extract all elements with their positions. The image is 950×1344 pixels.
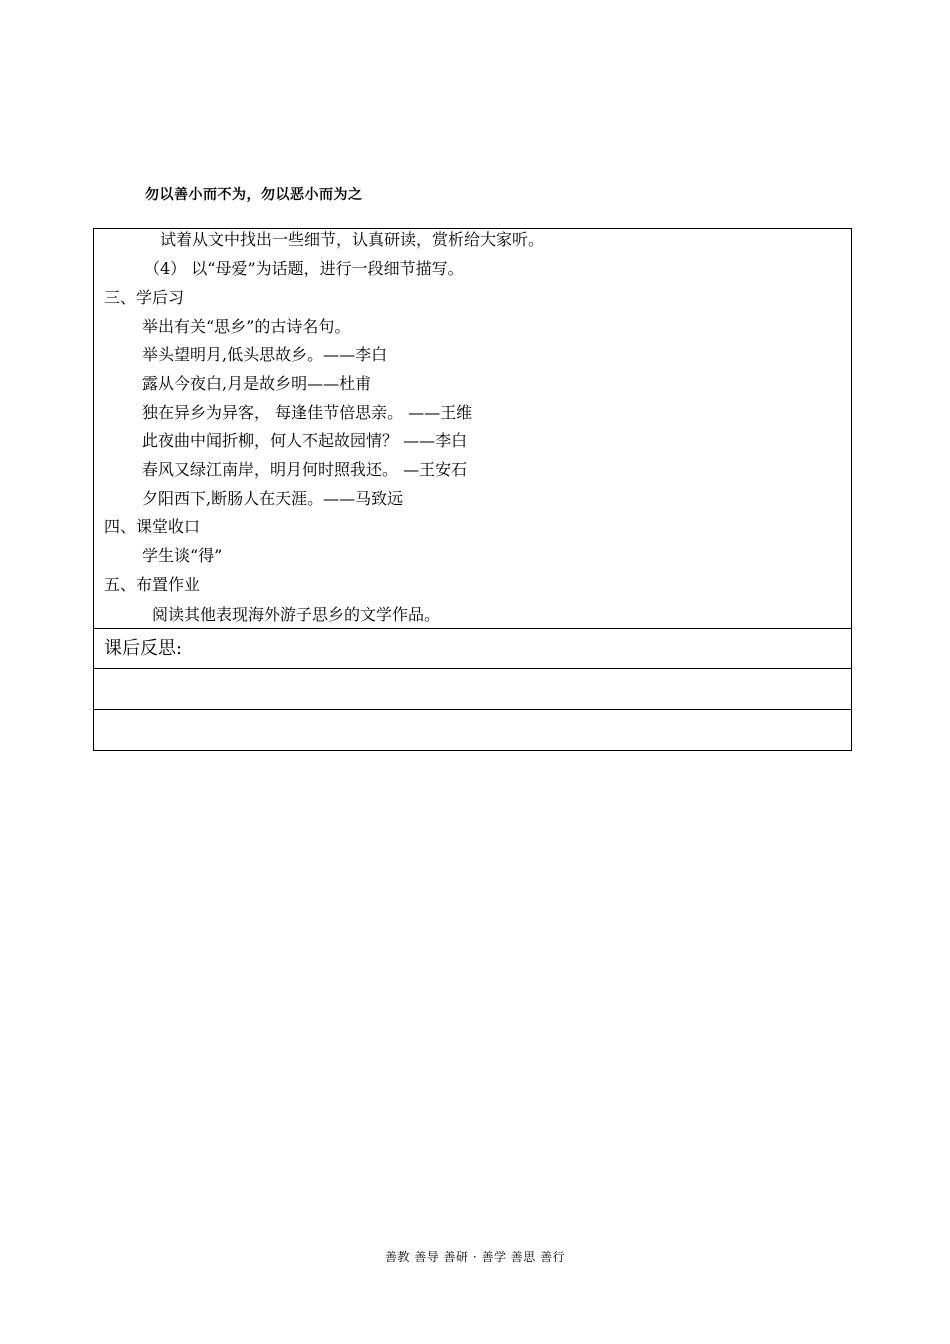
lesson-table [93, 228, 852, 751]
content-line-2: （4） 以“母爱”为话题，进行一段细节描写。 [144, 259, 464, 278]
section-heading-4: 四、课堂收口 [104, 517, 201, 536]
content-line-12: 学生谈“得” [142, 546, 223, 565]
blank-row-1 [94, 669, 851, 710]
lesson-content-cell [94, 229, 851, 629]
header-motto: 勿以善小而不为，勿以恶小而为之 [145, 187, 363, 203]
poem-line-5: 春风又绿江南岸，明月何时照我还。 —王安石 [142, 460, 468, 479]
section-heading-3: 三、学后习 [104, 288, 185, 307]
poem-line-6: 夕阳西下,断肠人在天涯。——马致远 [142, 489, 404, 508]
reflection-label: 课后反思: [104, 638, 183, 659]
poem-line-1: 举头望明月,低头思故乡。——李白 [142, 345, 388, 364]
section-heading-5: 五、布置作业 [104, 575, 201, 594]
reflection-row [94, 629, 851, 669]
poem-line-2: 露从今夜白,月是故乡明——杜甫 [142, 374, 372, 393]
poem-line-3: 独在异乡为异客， 每逢佳节倍思亲。 ——王维 [142, 403, 473, 422]
content-line-4: 举出有关“思乡”的古诗名句。 [142, 317, 351, 336]
content-line-14: 阅读其他表现海外游子思乡的文学作品。 [152, 605, 441, 624]
content-line-1: 试着从文中找出一些细节，认真研读，赏析给大家听。 [160, 230, 545, 249]
blank-row-2 [94, 710, 851, 750]
page-footer: 善教 善导 善研 · 善学 善思 善行 [384, 1250, 566, 1264]
poem-line-4: 此夜曲中闻折柳，何人不起故园情？ ——李白 [142, 431, 468, 450]
